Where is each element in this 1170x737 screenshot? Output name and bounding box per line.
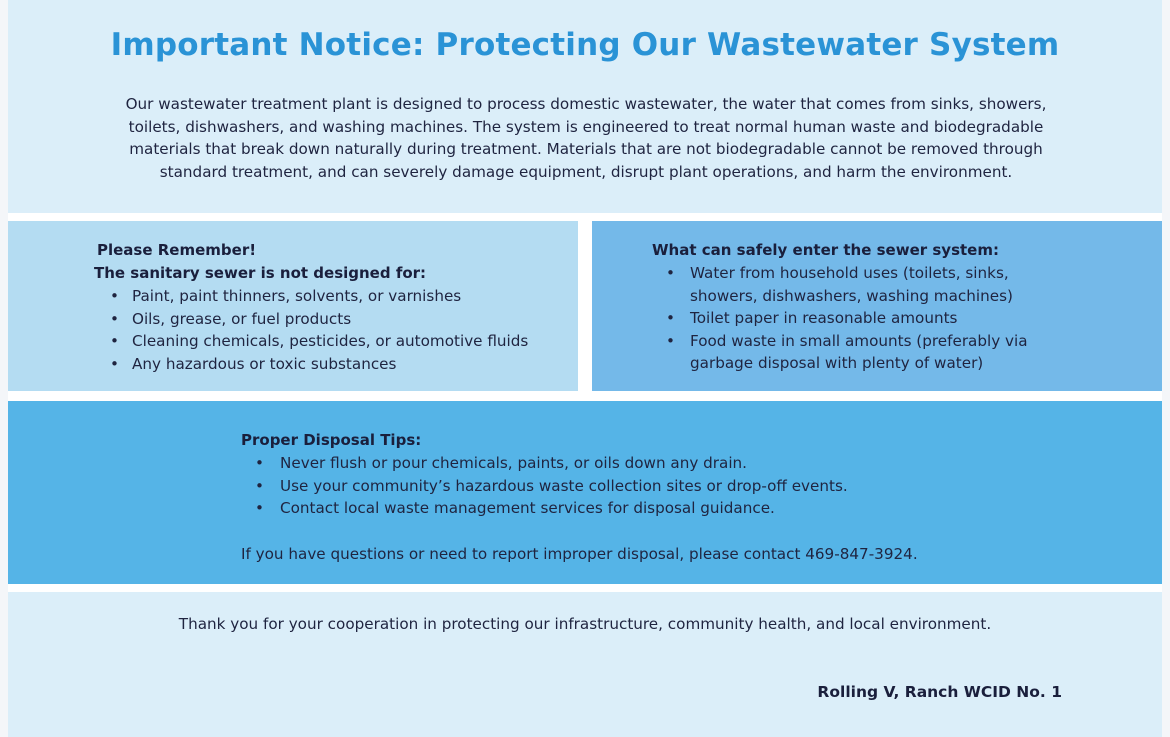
bullet-icon: • (255, 499, 264, 518)
list-item (110, 353, 528, 376)
intro-line: materials that break down naturally during treatment. Materials that are not biodegradable cannot be removed through (129, 140, 1043, 159)
page-edge-left (0, 0, 8, 737)
list-item-text: Never flush or pour chemicals, paints, or oils down any drain. (280, 454, 748, 472)
contact-text: If you have questions or need to report improper disposal, please contact 469-847-3924. (241, 544, 918, 563)
not-allowed-panel (8, 221, 578, 391)
bullet-icon: • (666, 331, 675, 350)
list-item-text: Water from household uses (toilets, sinks, (690, 264, 1009, 282)
not-allowed-content (94, 239, 528, 375)
list-item-text: Use your community’s hazardous waste collection sites or drop-off events. (280, 476, 848, 495)
list-item (666, 330, 1152, 375)
list-item-text-continued: garbage disposal with plenty of water) (690, 354, 984, 373)
thank-you-text: Thank you for your cooperation in protecting our infrastructure, community health, and local environment. (178, 615, 992, 633)
page-title: Important Notice: Protecting Our Wastewater System (110, 27, 1060, 63)
intro-paragraph (96, 93, 1076, 183)
intro-line: toilets, dishwashers, and washing machines. The system is engineered to treat normal human waste and biodegradable (128, 117, 1044, 136)
bullet-icon: • (110, 332, 119, 351)
bullet-icon: • (110, 309, 119, 328)
list-item (110, 330, 528, 353)
allowed-list (666, 262, 1152, 375)
list-item (110, 285, 528, 308)
list-item (666, 262, 1152, 307)
list-item-text: Any hazardous or toxic substances (132, 354, 397, 373)
disposal-tips-list (255, 452, 1121, 520)
list-item-text: Contact local waste management services for disposal guidance. (280, 499, 775, 518)
page-edge-right (1162, 0, 1170, 737)
list-item (666, 307, 1152, 330)
notice-header (8, 0, 1162, 213)
list-item-text-continued: showers, dishwashers, washing machines) (690, 286, 1013, 305)
please-remember-heading: Please Remember! (97, 241, 257, 259)
list-item-text: Oils, grease, or fuel products (132, 309, 352, 328)
list-item (110, 308, 528, 331)
not-designed-for-heading: The sanitary sewer is not designed for: (94, 264, 427, 282)
bullet-icon: • (110, 354, 119, 373)
bullet-icon: • (255, 476, 264, 495)
list-item-text: Toilet paper in reasonable amounts (690, 309, 958, 328)
list-item-text: Paint, paint thinners, solvents, or varnishes (132, 287, 462, 305)
list-item (255, 497, 1121, 520)
list-item (255, 452, 1121, 475)
list-item (255, 475, 1121, 498)
allowed-heading: What can safely enter the sewer system: (652, 241, 999, 259)
allowed-panel (592, 221, 1162, 391)
organization-signature: Rolling V, Ranch WCID No. 1 (817, 683, 1062, 701)
intro-line: Our wastewater treatment plant is designed to process domestic wastewater, the water that comes from sinks, showers, (125, 95, 1047, 113)
disposal-tips-panel (8, 401, 1162, 584)
bullet-icon: • (255, 454, 264, 472)
bullet-icon: • (666, 309, 675, 328)
not-allowed-list (110, 285, 528, 375)
list-item-text: Food waste in small amounts (preferably via (690, 331, 1028, 350)
disposal-tips-heading: Proper Disposal Tips: (241, 431, 422, 449)
bullet-icon: • (110, 287, 119, 305)
notice-footer (8, 592, 1162, 737)
list-item-text: Cleaning chemicals, pesticides, or automotive fluids (132, 332, 529, 351)
disposal-tips-content (241, 429, 1121, 565)
intro-line: standard treatment, and can severely damage equipment, disrupt plant operations, and harm the environment. (159, 162, 1013, 181)
bullet-icon: • (666, 264, 675, 282)
allowed-content (652, 239, 1152, 375)
